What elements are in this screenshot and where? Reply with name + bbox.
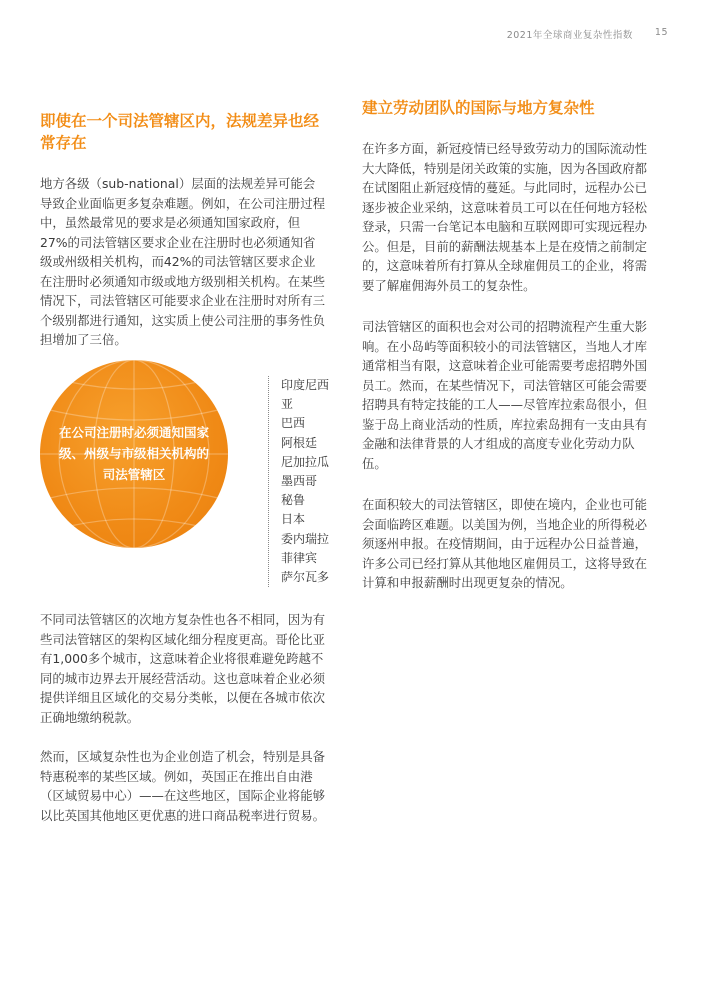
list-item: 委内瑞拉 bbox=[281, 531, 330, 546]
list-item: 日本 bbox=[281, 512, 306, 527]
right-paragraph-3: 在面积较大的司法管辖区，即使在境内，企业也可能会面临跨区难题。以美国为例，当地企业的所得税必须逐州申报。在疫情期间，由于远程办公日益普遍，许多公司已经打算从其他地区雇佣员工，这将导致在计算和申报薪酬时出现更复杂的情况。 bbox=[362, 497, 647, 590]
list-item: 秘鲁 bbox=[281, 493, 306, 508]
page-header bbox=[507, 27, 668, 41]
report-title: 2021年全球商业复杂性指数 bbox=[506, 30, 633, 41]
list-item: 印度尼西亚 bbox=[281, 378, 330, 412]
left-paragraph-2: 不同司法管辖区的次地方复杂性也各不相同，因为有些司法管辖区的架构区域化细分程度更高。哥伦比亚有1,000多个城市，这意味着企业将很难避免跨越不同的城市边界去开展经营活动。这也意味着企业必须提供详细且区域化的交易分类帐，以便在各城市依次正确地缴纳税款。 bbox=[40, 612, 325, 725]
graphic-label: 在公司注册时必须通知国家级、州级与市级相关机构的司法管辖区 bbox=[58, 425, 209, 482]
jurisdiction-graphic bbox=[40, 360, 340, 585]
list-item: 菲律宾 bbox=[281, 550, 318, 565]
right-paragraph-2: 司法管辖区的面积也会对公司的招聘流程产生重大影响。在小岛屿等面积较小的司法管辖区，当地人才库通常相当有限，这意味着企业可能需要考虑招聘外国员工。然而，在某些情况下，司法管辖区可能会需要招聘具有特定技能的工人——尽管库拉索岛很小，但鉴于岛上商业活动的性质，库拉索岛拥有一支由具有金融和法律背景的人才组成的高度专业化劳动力队伍。 bbox=[362, 319, 647, 471]
list-item: 墨西哥 bbox=[281, 474, 318, 489]
left-section-heading: 即使在一个司法管辖区内，法规差异也经常存在 bbox=[40, 112, 320, 152]
country-list bbox=[268, 376, 340, 587]
left-paragraph-1: 地方各级（sub-national）层面的法规差异可能会导致企业面临更多复杂难题。例如，在公司注册过程中，虽然最常见的要求是必须通知国家政府，但27%的司法管辖区要求企业在注册时也必须通知省级或州级相关机构，而42%的司法管辖区要求企业在注册时必须通知市级或地方级别相关机构。在某些情况下，司法管辖区可能要求企业在注册时对所有三个级别都进行通知，这实质上使公司注册的事务性负担增加了三倍。 bbox=[40, 176, 325, 347]
right-section-heading: 建立劳动团队的国际与地方复杂性 bbox=[362, 99, 595, 117]
left-column-lower bbox=[40, 610, 326, 845]
list-item: 萨尔瓦多 bbox=[281, 570, 330, 585]
left-paragraph-3: 然而，区域复杂性也为企业创造了机会，特别是具备特惠税率的某些区域。例如，英国正在推出自由港（区域贸易中心）——在这些地区，国际企业将能够以比英国其他地区更优惠的进口商品税率进行贸易。 bbox=[40, 749, 325, 823]
list-item: 巴西 bbox=[281, 416, 306, 431]
right-column bbox=[362, 97, 654, 615]
left-column bbox=[40, 110, 326, 350]
right-paragraph-1: 在许多方面，新冠疫情已经导致劳动力的国际流动性大大降低，特别是闭关政策的实施，因为各国政府都在试图阻止新冠疫情的蔓延。与此同时，远程办公已逐步被企业采纳，这意味着员工可以在任何地方轻松登录，只需一台笔记本电脑和互联网即可实现远程办公。但是，目前的薪酬法规基本上是在疫情之前制定的，这意味着所有打算从全球雇佣员工的企业，将需要了解雇佣海外员工的复杂性。 bbox=[362, 141, 647, 293]
list-item: 尼加拉瓜 bbox=[281, 454, 330, 469]
globe-icon bbox=[40, 360, 228, 548]
page-number: 15 bbox=[654, 27, 668, 38]
list-item: 阿根廷 bbox=[281, 435, 318, 450]
